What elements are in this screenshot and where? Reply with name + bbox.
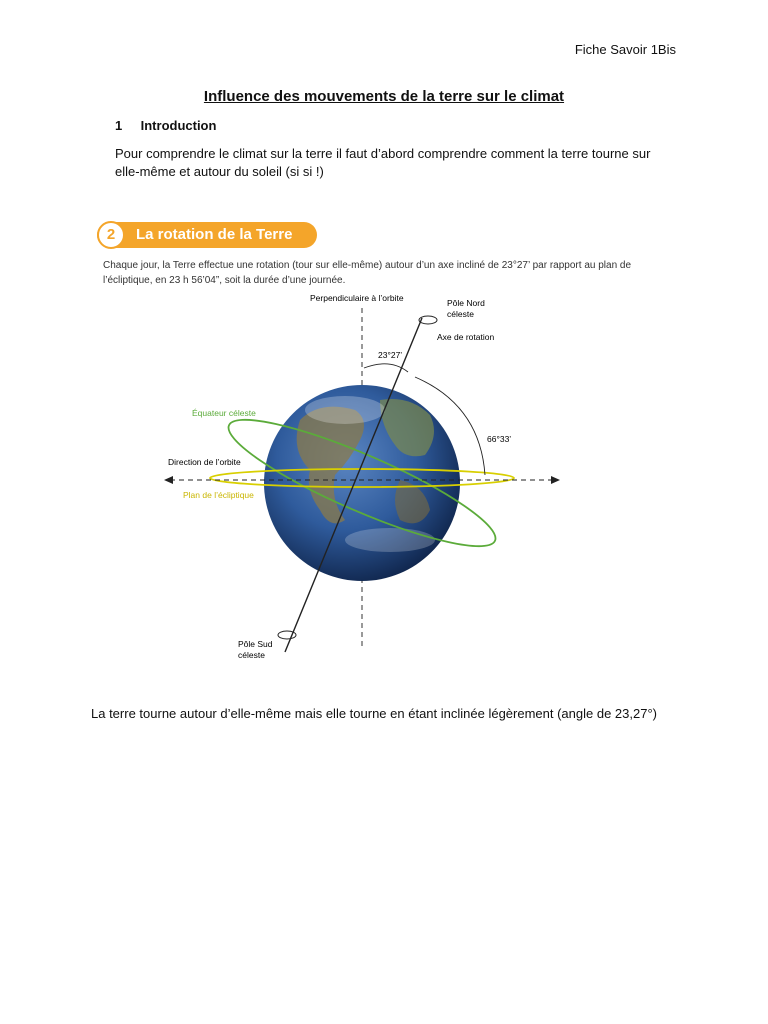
page-title: Influence des mouvements de la terre sur le climat bbox=[203, 88, 565, 105]
label-pole-nord-2: céleste bbox=[447, 309, 474, 319]
angle-arc-small bbox=[364, 364, 408, 372]
header-label: Fiche Savoir 1Bis bbox=[574, 42, 676, 57]
figure-title: La rotation de la Terre bbox=[136, 226, 293, 243]
label-angle-2327: 23°27’ bbox=[378, 350, 403, 360]
intro-paragraph: Pour comprendre le climat sur la terre il faut d’abord comprendre comment la terre tourne sur elle-même et autour du soleil (si si !) bbox=[115, 146, 651, 179]
earth-rotation-diagram bbox=[150, 290, 580, 670]
figure-badge-number: 2 bbox=[97, 221, 125, 249]
label-pole-sud-1: Pôle Sud bbox=[238, 639, 273, 649]
section-heading bbox=[115, 118, 216, 133]
section-title: Introduction bbox=[140, 118, 217, 133]
caption-text: La terre tourne autour d’elle-même mais elle tourne en étant inclinée légèrement (angle de 23,27°) bbox=[91, 706, 657, 721]
label-direction-orbite: Direction de l’orbite bbox=[168, 457, 241, 467]
label-pole-sud-2: céleste bbox=[238, 650, 265, 660]
label-plan-ecliptique: Plan de l’écliptique bbox=[183, 490, 254, 500]
label-angle-6633: 66°33’ bbox=[487, 434, 512, 444]
figure-description: Chaque jour, la Terre effectue une rotation (tour sur elle-même) autour d’un axe incliné de 23°27’ par rapport au plan de l’écliptique, en 23 h 56’04”, soit la durée d’une journée. bbox=[103, 260, 632, 286]
label-equateur: Équateur céleste bbox=[192, 408, 256, 418]
label-pole-nord-1: Pôle Nord bbox=[447, 298, 485, 308]
section-number: 1 bbox=[115, 118, 123, 133]
label-axe-rotation: Axe de rotation bbox=[437, 332, 495, 342]
south-pole-rotation-icon bbox=[278, 631, 296, 639]
label-perpendicular: Perpendiculaire à l’orbite bbox=[310, 293, 404, 303]
